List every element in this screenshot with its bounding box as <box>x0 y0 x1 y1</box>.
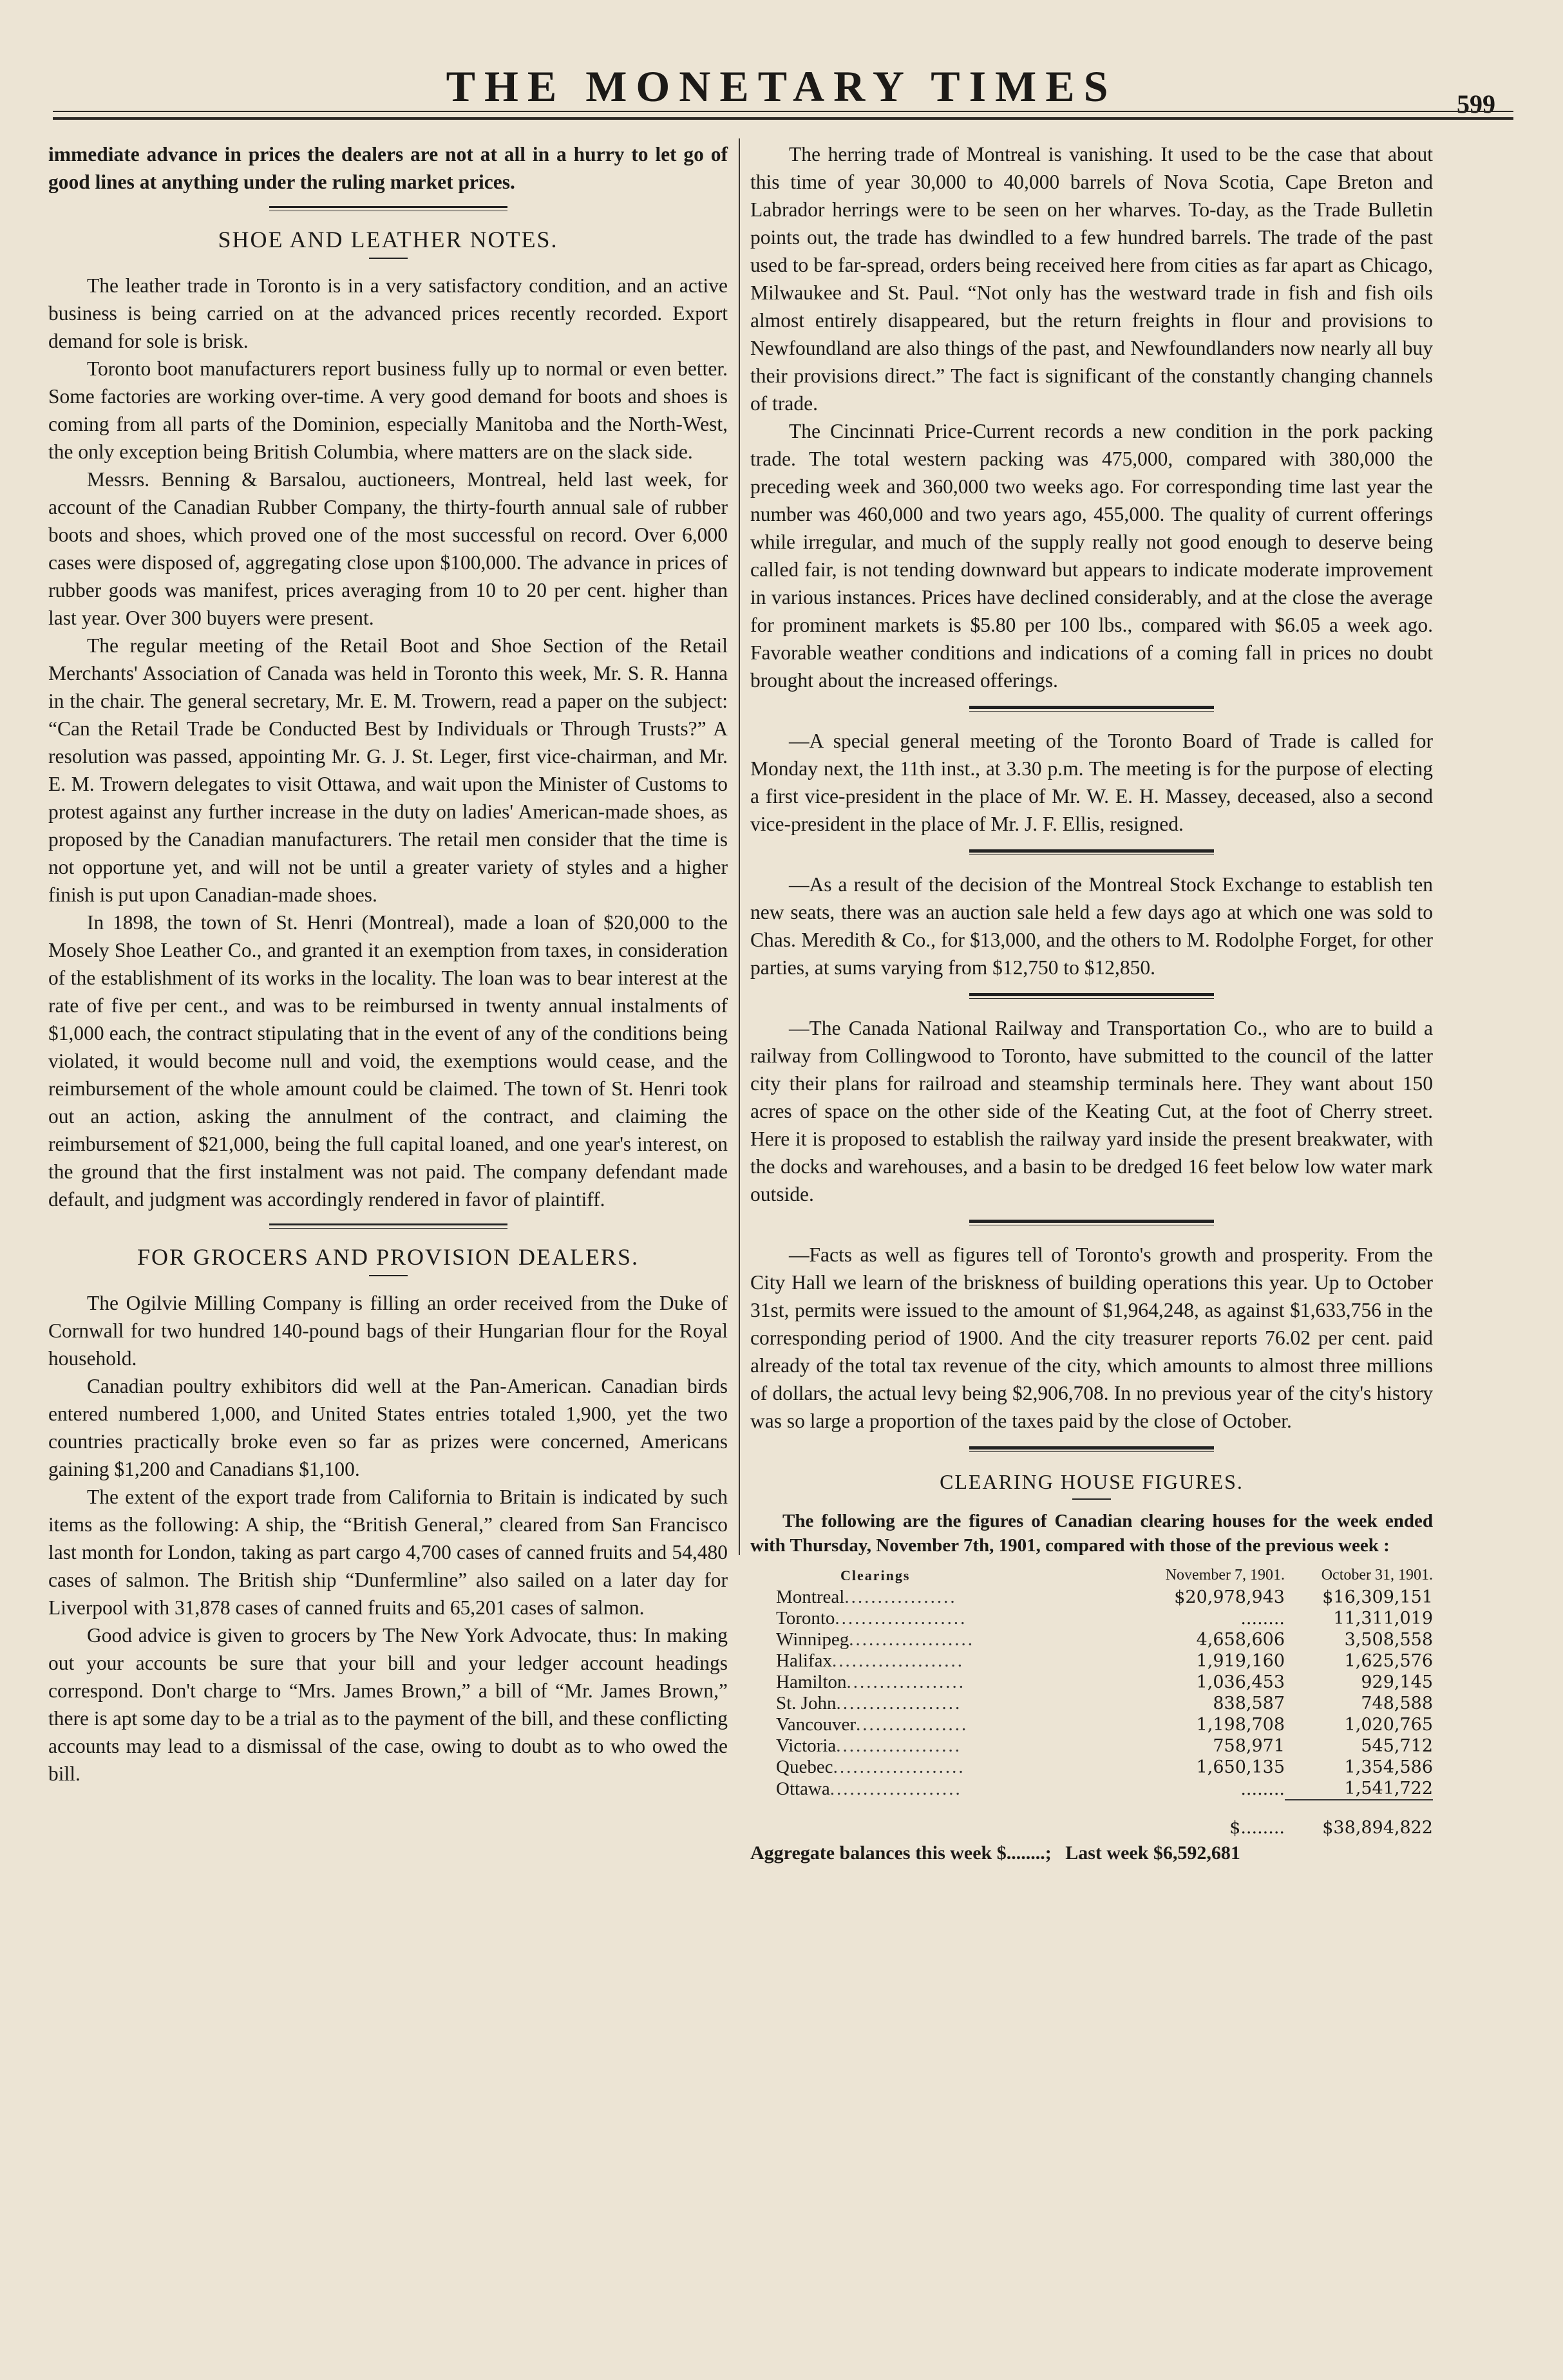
section-separator <box>969 1220 1214 1225</box>
heading-underline <box>369 258 408 259</box>
leader-dots: .................... <box>833 1757 965 1777</box>
column-header: October 31, 1901. <box>1321 1567 1433 1583</box>
shoe-paragraph: Toronto boot manufacturers report business fully up to normal or even better. Some factories are working over-time. A very good demand for boots and shoes is coming from all parts of the Dominion, especially Manitoba and the North-West, the only exception being British Columbia, where matters are on the slack side. <box>48 357 728 463</box>
left-column <box>48 140 728 1788</box>
city-name: Ottawa <box>776 1778 830 1799</box>
masthead-title: THE MONETARY TIMES <box>446 62 1117 111</box>
total-oct31: $38,894,822 <box>1285 1800 1433 1838</box>
table-row <box>750 1587 1433 1608</box>
grocers-paragraph: Canadian poultry exhibitors did well at the Pan-American. Canadian birds entered numbered 1,000, and United States entries totaled 1,900, yet the two countries practically broke even so far as prizes were concerned, Americans gaining $1,200 and Canadians $1,100. <box>48 1375 728 1480</box>
table-row <box>750 1693 1433 1714</box>
oct31-value: 1,020,765 <box>1344 1715 1433 1735</box>
page-number: 599 <box>1457 90 1495 118</box>
leader-dots: ................... <box>836 1693 962 1714</box>
section-separator <box>269 1223 507 1229</box>
leader-dots: ................... <box>836 1735 962 1756</box>
clearing-table <box>750 1564 1433 1838</box>
oct31-value: 1,541,722 <box>1344 1779 1433 1799</box>
leader-dots: .................... <box>835 1608 967 1629</box>
leader-dots: .................... <box>829 1778 962 1799</box>
total-nov7: $........ <box>1229 1817 1285 1838</box>
city-name: Toronto <box>776 1608 835 1629</box>
shoe-paragraph: The regular meeting of the Retail Boot and Shoe Section of the Retail Merchants' Association of Canada was held in Toronto this week, Mr. S. R. Hanna in the chair. The general secretary, Mr. E. M. Trowern, read a paper on the subject: “Can the Retail Trade be Conducted Best by Individuals or Through Trusts?” A resolution was passed, appointing Mr. G. J. St. Leger, first vice-chairman, and Mr. E. M. Trowern delegates to visit Ottawa, and wait upon the Minister of Customs to protest against any further increase in the duty on ladies' American-made shoes, as proposed by the Canadian manufacturers. The retail men consider that the time is not opportune yet, and will not be until a greater variety of styles and a higher finish is put upon Canadian-made shoes. <box>48 634 728 906</box>
table-row <box>750 1757 1433 1778</box>
heading-underline <box>1072 1498 1111 1500</box>
oct31-value: 11,311,019 <box>1333 1609 1433 1629</box>
masthead-rule-top <box>53 111 1513 112</box>
shoe-paragraph: In 1898, the town of St. Henri (Montreal), made a loan of $20,000 to the Mosely Shoe Leather Co., and granted it an exemption from taxes, in consideration of the establishment of its works in the locality. The loan was to bear interest at the rate of five per cent., and was to be reimbursed in twenty annual instalments of $1,000 each, the contract stipulating that in the event of any of the conditions being violated, it would become null and void, the exemptions would cease, and the reimbursement of the whole amount could be claimed. The town of St. Henri took out an action, asking the annulment of the contract, and claiming the reimbursement of $21,000, being the full capital loaned, and one year's interest, on the ground that the first instalment was not paid. The company defendant made default, and judgment was accordingly rendered in favor of plaintiff. <box>48 911 728 1211</box>
shoe-leather-heading: SHOE AND LEATHER NOTES. <box>218 227 558 252</box>
grocers-paragraph: The extent of the export trade from California to Britain is indicated by such items as the following: A ship, the “British General,” cleared from San Francisco last month for London, taking as part cargo 4,700 cases of canned fruits and 54,480 cases of salmon. The British ship “Dunfermline” also sailed on a later day for Liverpool with 31,878 cases of canned fruits and 65,201 cases of salmon. <box>48 1486 728 1619</box>
grocers-paragraph: Good advice is given to grocers by The New York Advocate, thus: In making out your accounts be sure that your bill and your ledger account headings correspond. Don't charge to “Mrs. James Brown,” a bill of “Mr. James Brown,” there is apt some day to be a trial as to the payment of the bill, and these conflicting accounts may lead to a dismissal of the case, owing to doubt as to who owed the bill. <box>48 1624 728 1785</box>
city-name: Winnipeg <box>776 1629 849 1650</box>
oct31-value: $16,309,151 <box>1322 1587 1433 1607</box>
section-separator <box>969 706 1214 712</box>
board-of-trade-paragraph: —A special general meeting of the Toronto Board of Trade is called for Monday next, the 11th inst., at 3.30 p.m. The meeting is for the purpose of electing a first vice-president in the place of Mr. W. E. H. Massey, deceased, also a second vice-president in the place of Mr. J. F. Ellis, resigned. <box>750 730 1433 835</box>
oct31-value: 748,588 <box>1361 1694 1433 1714</box>
total-row <box>750 1800 1433 1838</box>
city-name: Quebec <box>776 1757 833 1777</box>
oct31-value: 545,712 <box>1361 1736 1433 1756</box>
nov7-value: 4,658,606 <box>1196 1630 1285 1650</box>
clearing-heading: CLEARING HOUSE FIGURES. <box>940 1470 1244 1493</box>
oct31-value: 3,508,558 <box>1344 1630 1433 1650</box>
column-header: Clearings <box>840 1567 911 1583</box>
oct31-value: 1,354,586 <box>1344 1757 1433 1777</box>
pork-packing-paragraph: The Cincinnati Price-Current records a new condition in the pork packing trade. The total western packing was 475,000, compared with 380,000 the preceding week and 360,000 two weeks ago. For corresponding time last year the number was 460,000 and two years ago, 455,000. The quality of current offerings while irregular, and much of the supply really not good enough to deserve being called fair, is not tending downward but appears to indicate moderate improvement in various instances. Prices have declined considerably, and at the close the average for prominent markets is $5.80 per 100 lbs., compared with $6.05 a week ago. Favorable weather conditions and indications of a coming fall in prices no doubt brought about the increased offerings. <box>750 420 1433 692</box>
section-separator <box>269 206 507 211</box>
toronto-growth-paragraph: —Facts as well as figures tell of Toronto's growth and prosperity. From the City Hall we learn of the briskness of building operations this year. Up to October 31st, permits were issued to the amount of $1,964,248, as against $1,633,756 in the corresponding period of 1900. And the city treasurer reports 76.02 per cent. paid already of the total tax revenue of the city, which amounts to almost three millions of dollars, the actual levy being $2,906,708. In no previous year of the city's history was so large a proportion of the taxes paid by the close of October. <box>750 1243 1433 1432</box>
leader-dots: ................. <box>844 1587 957 1607</box>
grocers-paragraph: The Ogilvie Milling Company is filling an order received from the Duke of Cornwall for two hundred 140-pound bags of their Hungarian flour for the Royal household. <box>48 1292 728 1370</box>
railway-paragraph: —The Canada National Railway and Transportation Co., who are to build a railway from Collingwood to Toronto, have submitted to the council of the latter city their plans for railroad and steamship terminals here. They want about 150 acres of space on the other side of the Keating Cut, at the foot of Cherry street. Here it is proposed to establish the railway yard inside the present breakwater, with the docks and warehouses, and a basin to be dredged 16 feet below low water mark outside. <box>750 1017 1433 1205</box>
nov7-value: $20,978,943 <box>1174 1587 1285 1607</box>
column-header: November 7, 1901. <box>1165 1567 1285 1583</box>
city-name: St. John <box>776 1693 837 1714</box>
stock-exchange-paragraph: —As a result of the decision of the Montreal Stock Exchange to establish ten new seats, there was an auction sale held a few days ago at which one was sold to Chas. Meredith & Co., for $13,000, and the others to M. Rodolphe Forget, for other parties, at sums varying from $12,750 to $12,850. <box>750 873 1433 979</box>
nov7-value: 1,919,160 <box>1196 1651 1285 1671</box>
right-column <box>750 140 1433 1864</box>
table-row <box>750 1735 1433 1757</box>
city-name: Victoria <box>776 1735 837 1756</box>
table-row <box>750 1714 1433 1735</box>
section-separator <box>969 993 1214 999</box>
shoe-paragraph: The leather trade in Toronto is in a very satisfactory condition, and an active business is being carried on at the advanced prices recently recorded. Export demand for sole is brisk. <box>48 274 728 352</box>
nov7-value: ........ <box>1240 1779 1285 1799</box>
leader-dots: .................... <box>831 1650 964 1671</box>
aggregate-line <box>750 1842 1433 1864</box>
nov7-value: 1,036,453 <box>1196 1672 1285 1692</box>
oct31-value: 929,145 <box>1361 1672 1433 1692</box>
oct31-value: 1,625,576 <box>1344 1651 1433 1671</box>
city-name: Montreal <box>776 1587 845 1607</box>
nov7-value: 838,587 <box>1213 1694 1285 1714</box>
leader-dots: ................... <box>849 1629 974 1650</box>
grocers-heading: FOR GROCERS AND PROVISION DEALERS. <box>137 1244 639 1270</box>
column-divider <box>739 138 740 1555</box>
shoe-paragraph: Messrs. Benning & Barsalou, auctioneers, Montreal, held last week, for account of the Canadian Rubber Company, the thirty-fourth annual sale of rubber boots and shoes, which proved one of the most successful on record. Over 6,000 cases were disposed of, aggregating close upon $100,000. The advance in prices of rubber goods was manifest, prices averaging from 10 to 20 per cent. higher than last year. Over 300 buyers were present. <box>48 468 728 629</box>
heading-underline <box>369 1275 408 1276</box>
nov7-value: ........ <box>1240 1609 1285 1629</box>
city-name: Vancouver <box>776 1714 857 1735</box>
leader-dots: ................. <box>856 1714 969 1735</box>
table-row <box>750 1608 1433 1629</box>
intro-paragraph: immediate advance in prices the dealers are not at all in a hurry to let go of good lines at anything under the ruling market prices. <box>48 143 728 193</box>
aggregate-last-week: Last week $6,592,681 <box>1065 1842 1240 1864</box>
city-name: Hamilton <box>776 1672 847 1692</box>
table-row <box>750 1778 1433 1800</box>
herring-paragraph: The herring trade of Montreal is vanishing. It used to be the case that about this time of year 30,000 to 40,000 barrels of Nova Scotia, Cape Breton and Labrador herrings were to be seen on her wharves. To-day, as the Trade Bulletin points out, the trade has dwindled to a few hundred barrels. The trade of the past used to be far-spread, orders being received here from cities as far apart as Chicago, Milwaukee and St. Paul. “Not only has the westward trade in fish and fish oils almost entirely disappeared, but the return freights in flour and provisions to Newfoundland are also things of the past, and Newfoundlanders now nearly all buy their provisions direct.” The fact is significant of the constantly changing channels of trade. <box>750 143 1433 415</box>
section-separator <box>969 849 1214 855</box>
clearing-intro: The following are the figures of Canadian clearing houses for the week ended with Thursday, November 7th, 1901, compared with those of the previous week : <box>750 1511 1433 1556</box>
table-row <box>750 1629 1433 1650</box>
masthead-rule-bottom <box>53 117 1513 120</box>
table-row <box>750 1672 1433 1693</box>
table-row <box>750 1650 1433 1672</box>
aggregate-this-week: Aggregate balances this week $........; <box>750 1842 1052 1864</box>
city-name: Halifax <box>776 1650 832 1671</box>
nov7-value: 1,198,708 <box>1196 1715 1285 1735</box>
nov7-value: 758,971 <box>1213 1736 1285 1756</box>
leader-dots: .................. <box>846 1672 966 1692</box>
nov7-value: 1,650,135 <box>1196 1757 1285 1777</box>
section-separator <box>969 1446 1214 1452</box>
